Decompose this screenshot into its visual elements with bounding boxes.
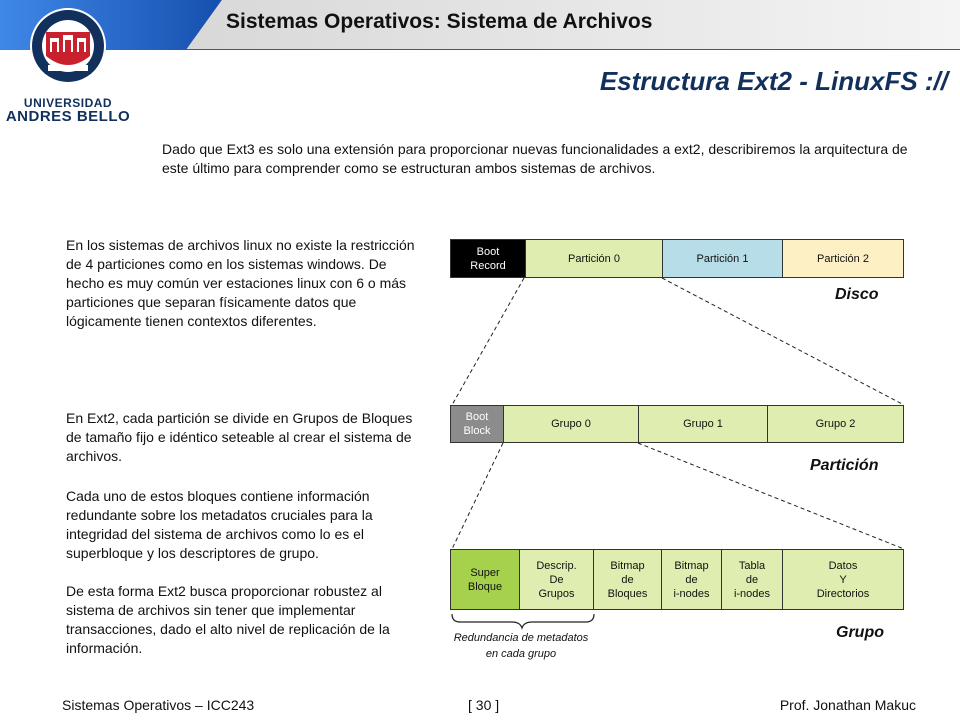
footer-course: Sistemas Operativos – ICC243 [62, 697, 255, 713]
footer-professor: Prof. Jonathan Makuc [779, 697, 916, 713]
group-block-bitmap: Bitmap de Bloques [593, 549, 662, 610]
disk-label: Disco [835, 286, 879, 303]
partition-group-2: Grupo 2 [767, 405, 904, 443]
disk-partition-1: Partición 1 [662, 239, 783, 278]
partition-group-0: Grupo 0 [503, 405, 639, 443]
redundancy-note: Redundancia de metadatos en cada grupo [453, 632, 589, 660]
disk-partition-2: Partición 2 [782, 239, 904, 278]
intro-paragraph: Dado que Ext3 es solo una extensión para proporcionar nuevas funcionalidades a ext2, describiremos la arquitectura de este último para comprender como se estructuran ambos sistemas de archivos. [162, 141, 908, 176]
group-inode-bitmap: Bitmap de i-nodes [661, 549, 722, 610]
paragraph-redundancy: Cada uno de estos bloques contiene información redundante sobre los metadatos cruciales para la integridad del sistema de archivos como lo es el superbloque y los descriptores de grupo. [66, 488, 373, 561]
footer-page-number: [ 30 ] [468, 697, 500, 713]
logo-line-1: UNIVERSIDAD [23, 96, 113, 110]
partition-group-connector-left [452, 443, 503, 549]
disk-boot-record: Boot Record [450, 239, 526, 278]
group-inode-table: Tabla de i-nodes [721, 549, 783, 610]
paragraph-robustness: De esta forma Ext2 busca proporcionar robustez al sistema de archivos sin tener que implementar transacciones, dado el alto nivel de replicación de la información. [66, 583, 390, 656]
partition-label: Partición [810, 457, 879, 474]
partition-boot-block: Boot Block [450, 405, 504, 443]
disk-partition-connector-left [452, 278, 524, 405]
redundancy-brace [452, 614, 594, 628]
course-title: Sistemas Operativos: Sistema de Archivos [226, 10, 653, 33]
paragraph-block-groups: En Ext2, cada partición se divide en Grupos de Bloques de tamaño fijo e idéntico seteable al crear el sistema de archivos. [66, 410, 413, 464]
group-label: Grupo [836, 624, 884, 641]
group-super-block: Super Bloque [450, 549, 520, 610]
paragraph-partitions: En los sistemas de archivos linux no existe la restricción de 4 particiones como en los sistemas windows. De hecho es muy común ver estaciones linux con 6 o más particiones que separan físicamente datos que lógicamente tienen contextos diferentes. [66, 237, 415, 329]
logo-line-2: ANDRES BELLO [5, 108, 131, 125]
group-descriptors: Descrip. De Grupos [519, 549, 594, 610]
group-data-directories: Datos Y Directorios [782, 549, 904, 610]
partition-group-1: Grupo 1 [638, 405, 768, 443]
disk-partition-0: Partición 0 [525, 239, 663, 278]
slide-title: Estructura Ext2 - LinuxFS :// [599, 66, 948, 96]
